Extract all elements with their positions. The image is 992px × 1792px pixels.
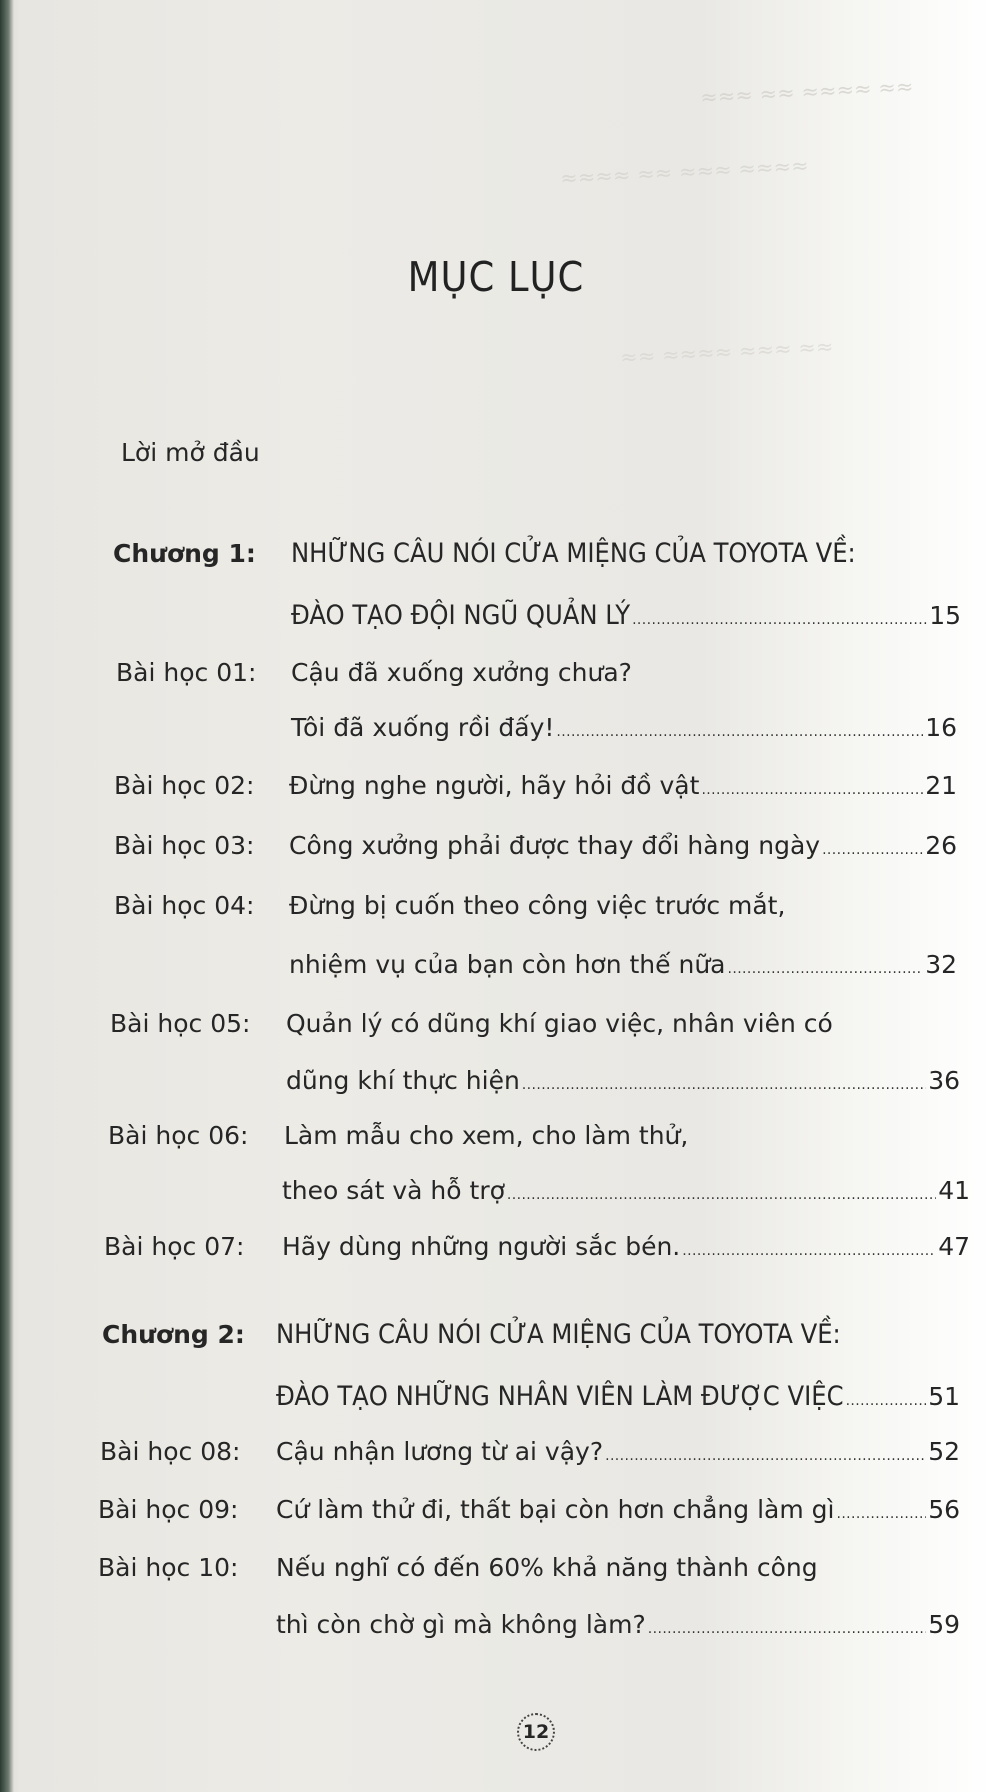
- toc-lesson-entry-cont: [286, 1066, 960, 1095]
- toc-lesson-entry: [100, 1437, 960, 1466]
- chapter-heading-1: [113, 538, 856, 569]
- lesson-label: Bài học 01:: [116, 658, 257, 687]
- lesson-label: Bài học 03:: [114, 831, 255, 860]
- lesson-label: Bài học 07:: [104, 1232, 245, 1261]
- toc-lesson-entry: [114, 891, 785, 920]
- dot-leader: [701, 782, 923, 798]
- lesson-label: Bài học 02:: [114, 771, 255, 800]
- chapter-heading-2: [102, 1319, 841, 1350]
- toc-lesson-entry-cont: [291, 713, 957, 742]
- dot-leader: [556, 724, 923, 740]
- dot-leader: [728, 961, 924, 977]
- page-ref: 32: [925, 950, 957, 979]
- lesson-title-line: Cứ làm thử đi, thất bại còn hơn chẳng làm gì: [276, 1495, 835, 1524]
- lesson-title-line: Hãy dùng những người sắc bén.: [282, 1232, 681, 1261]
- toc-lesson-entry: [116, 658, 632, 687]
- toc-chapter-entry: [276, 1381, 960, 1412]
- toc-lesson-entry-cont: [276, 1610, 960, 1639]
- chapter-title-line: NHỮNG CÂU NÓI CỬA MIỆNG CỦA TOYOTA VỀ:: [276, 1319, 841, 1350]
- lesson-title-line: Làm mẫu cho xem, cho làm thử,: [284, 1121, 689, 1150]
- dot-leader: [648, 1621, 926, 1637]
- page-title: MỤC LỤC: [407, 253, 585, 301]
- page-ref: 15: [929, 601, 961, 630]
- page-ref: 56: [928, 1495, 960, 1524]
- toc-lesson-entry-cont: [289, 950, 957, 979]
- dot-leader: [836, 1506, 926, 1522]
- lesson-label: Bài học 04:: [114, 891, 255, 920]
- toc-lesson-entry: [110, 1009, 833, 1038]
- lesson-label: Bài học 09:: [98, 1495, 239, 1524]
- lesson-label: Bài học 10:: [98, 1553, 239, 1582]
- chapter-title-line: NHỮNG CÂU NÓI CỬA MIỆNG CỦA TOYOTA VỀ:: [291, 538, 856, 569]
- toc-lesson-entry-cont: [282, 1176, 970, 1205]
- page-ref: 26: [925, 831, 957, 860]
- toc-lesson-entry: [98, 1495, 960, 1524]
- lesson-title-line: Đừng nghe người, hãy hỏi đồ vật: [289, 771, 700, 800]
- dot-leader: [522, 1077, 926, 1093]
- dot-leader: [507, 1187, 936, 1203]
- dot-leader: [822, 842, 923, 858]
- lesson-label: Bài học 06:: [108, 1121, 249, 1150]
- toc-lesson-entry: [114, 771, 957, 800]
- dot-leader: [682, 1243, 936, 1259]
- lesson-title-line: Cậu đã xuống xưởng chưa?: [291, 658, 632, 687]
- dot-leader: [632, 612, 927, 628]
- toc-lesson-entry: [98, 1553, 818, 1582]
- page-ref: 51: [928, 1382, 960, 1411]
- chapter-title-line: ĐÀO TẠO NHỮNG NHÂN VIÊN LÀM ĐƯỢC VIỆC: [276, 1381, 844, 1412]
- page-ref: 16: [925, 713, 957, 742]
- page-ref: 47: [938, 1232, 970, 1261]
- lesson-title-line: dũng khí thực hiện: [286, 1066, 520, 1095]
- lesson-title-line: Cậu nhận lương từ ai vậy?: [276, 1437, 604, 1466]
- lesson-label: Bài học 08:: [100, 1437, 241, 1466]
- page-ref: 21: [925, 771, 957, 800]
- toc-lesson-entry: [114, 831, 957, 860]
- toc-chapter-entry: [291, 600, 961, 631]
- show-through-text: ≈≈≈ ≈≈ ≈≈≈≈ ≈≈: [699, 74, 915, 110]
- show-through-text: ≈≈ ≈≈≈≈ ≈≈≈ ≈≈: [619, 334, 835, 370]
- page-ref: 41: [938, 1176, 970, 1205]
- chapter-label: Chương 1:: [113, 539, 256, 568]
- chapter-title-line: ĐÀO TẠO ĐỘI NGŨ QUẢN LÝ: [291, 600, 631, 631]
- page-ref: 59: [928, 1610, 960, 1639]
- lesson-title-line: Đừng bị cuốn theo công việc trước mắt,: [289, 891, 786, 920]
- toc-lesson-entry: [104, 1232, 970, 1261]
- lesson-title-line: Quản lý có dũng khí giao việc, nhân viên có: [286, 1009, 833, 1038]
- lesson-label: Bài học 05:: [110, 1009, 251, 1038]
- dot-leader: [846, 1393, 927, 1409]
- page-ref: 52: [928, 1437, 960, 1466]
- lesson-title-line: nhiệm vụ của bạn còn hơn thế nữa: [289, 950, 726, 979]
- lesson-title-line: Tôi đã xuống rồi đấy!: [291, 713, 555, 742]
- lesson-title-line: thì còn chờ gì mà không làm?: [276, 1610, 646, 1639]
- page-number-badge: 12: [517, 1713, 555, 1751]
- dot-leader: [605, 1448, 926, 1464]
- lesson-title-line: Công xưởng phải được thay đổi hàng ngày: [289, 831, 821, 860]
- lesson-title-line: theo sát và hỗ trợ: [282, 1176, 505, 1205]
- show-through-text: ≈≈≈≈ ≈≈ ≈≈≈ ≈≈≈≈: [559, 153, 810, 191]
- chapter-label: Chương 2:: [102, 1320, 245, 1349]
- page-ref: 36: [928, 1066, 960, 1095]
- toc-lesson-entry: [108, 1121, 688, 1150]
- lesson-title-line: Nếu nghĩ có đến 60% khả năng thành công: [276, 1553, 818, 1582]
- toc-intro-entry: Lời mở đầu: [121, 438, 260, 467]
